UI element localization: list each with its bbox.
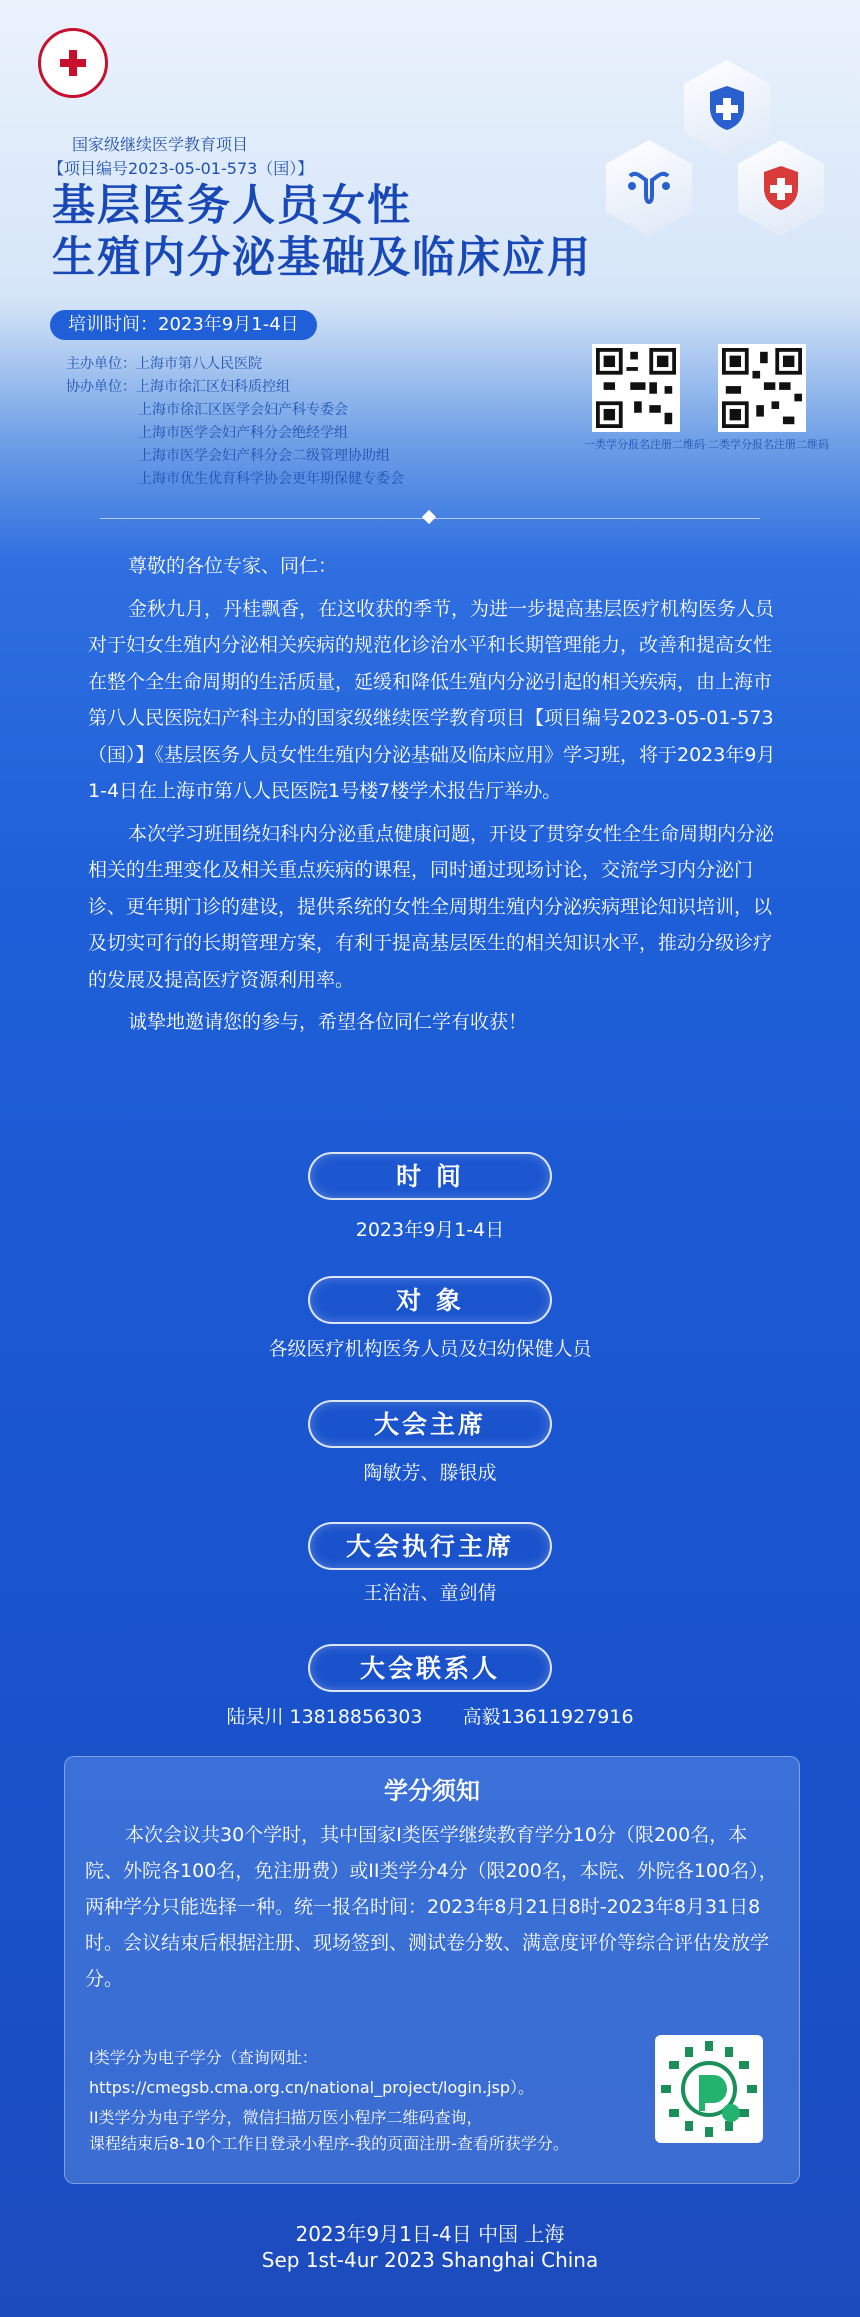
- title-line-2: 生殖内分泌基础及临床应用: [52, 233, 592, 283]
- qr-label-class2: 二类学分报名注册二维码: [708, 438, 829, 451]
- miniprogram-code-icon: [655, 2035, 763, 2143]
- letter-greeting: 尊敬的各位专家、同仁：: [128, 555, 338, 577]
- credit-note: II类学分为电子学分，微信扫描万医小程序二维码查询，: [89, 2108, 483, 2127]
- chair-value: 陶敏芳、滕银成: [363, 1462, 497, 1484]
- qr-icon: [596, 348, 676, 428]
- letter-paragraph: 金秋九月，丹桂飘香，在这收获的季节，为进一步提高基层医疗机构医务人员对于妇女生殖内分泌相关疾病的规范化诊治水平和长期管理能力，改善和提高女性在整个全生命周期的生活质量，延缓和降低生殖内分泌引起的相关疾病，由上海市第八人民医院妇产科主办的国家级继续医学教育项目【项目编号2023-05-01-573（国）】《基层医务人员女性生殖内分泌基础及临床应用》学习班，将于2023年9月1-4日在上海市第八人民医院1号楼7楼学术报告厅举办。: [88, 597, 776, 802]
- letter-paragraph: 诚挚地邀请您的参与，希望各位同仁学有收获！: [128, 1011, 528, 1033]
- letter-paragraph: 本次学习班围绕妇科内分泌重点健康问题，开设了贯穿女性全生命周期内分泌相关的生理变化及相关重点疾病的课程，同时通过现场讨论，交流学习内分泌门诊、更年期门诊的建设，提供系统的女性全周期生殖内分泌疾病理论知识培训，以及切实可行的长期管理方案，有利于提高基层医生的相关知识水平，推动分级诊疗的发展及提高医疗资源利用率。: [88, 822, 775, 991]
- organizer-co: 上海市优生优育科学协会更年期保健专委会: [138, 471, 404, 487]
- invitation-letter: [88, 548, 788, 1047]
- training-time-badge: 培训时间：2023年9月1-4日: [50, 310, 317, 340]
- contact-section-label: 大会联系人: [308, 1644, 552, 1692]
- time-section-label: 时 间: [308, 1152, 552, 1200]
- contact-2: 高毅13611927916: [462, 1706, 634, 1728]
- organizer-co: 上海市医学会妇产科分会二级管理协助组: [138, 448, 390, 464]
- qr-label-class1: 一类学分报名注册二维码: [584, 438, 705, 451]
- footer-date-location-en: Sep 1st-4ur 2023 Shanghai China: [261, 2248, 599, 2272]
- project-code: 【项目编号2023-05-01-573（国）】: [48, 159, 314, 178]
- exec-chair-value: 王治洁、童剑倩: [363, 1582, 497, 1604]
- time-value: 2023年9月1-4日: [355, 1219, 505, 1241]
- hospital-cross-icon: [758, 162, 804, 214]
- credit-body: 本次会议共30个学时，其中国家I类医学继续教育学分10分（限200名，本院、外院各100名，免注册费）或II类学分4分（限200名，本院、外院各100名），两种学分只能选择一种。统一报名时间：2023年8月21日8时-2023年8月31日8时。会议结束后根据注册、现场签到、测试卷分数、满意度评价等综合评估发放学分。: [85, 1824, 778, 1990]
- organizer-co: 上海市徐汇区医学会妇产科专委会: [138, 402, 348, 418]
- page-title: [52, 180, 592, 284]
- credit-notice-box: [64, 1756, 800, 2184]
- qr-code-class1[interactable]: [592, 344, 680, 432]
- uterus-icon: [626, 162, 672, 214]
- audience-section-label: 对 象: [308, 1276, 552, 1324]
- organizer-co: 上海市医学会妇产科分会绝经学组: [138, 425, 348, 441]
- chair-section-label: 大会主席: [308, 1400, 552, 1448]
- credit-note: I类学分为电子学分（查询网址：: [89, 2048, 318, 2067]
- credit-query-url[interactable]: https://cmegsb.cma.org.cn/national_project/login.jsp）。: [89, 2078, 535, 2097]
- qr-icon: [722, 348, 802, 428]
- uterus-hexagon-icon: [606, 140, 692, 236]
- audience-value: 各级医疗机构医务人员及妇幼保健人员: [268, 1338, 592, 1360]
- shield-hexagon-icon: [684, 60, 770, 156]
- contact-1: 陆杲川 13818856303: [226, 1706, 423, 1728]
- hospital-hexagon-icon: [738, 140, 824, 236]
- organizer-host: 主办单位：上海市第八人民医院: [66, 356, 262, 372]
- shield-icon: [704, 82, 750, 134]
- title-line-1: 基层医务人员女性: [52, 181, 412, 231]
- exec-chair-section-label: 大会执行主席: [308, 1522, 552, 1570]
- footer-date-location: 2023年9月1日-4日 中国 上海: [295, 2222, 565, 2246]
- credit-title: 学分须知: [384, 1777, 480, 1805]
- hospital-logo: [38, 28, 108, 98]
- header: [0, 0, 860, 520]
- miniprogram-qr-code[interactable]: [655, 2035, 763, 2143]
- contact-values: [0, 1702, 860, 1729]
- organizer-co: 协办单位：上海市徐汇区妇科质控组: [66, 379, 290, 395]
- project-level: 国家级继续医学教育项目: [72, 135, 249, 154]
- qr-code-class2[interactable]: [718, 344, 806, 432]
- credit-note: 课程结束后8-10个工作日登录小程序-我的页面注册-查看所获学分。: [89, 2134, 569, 2153]
